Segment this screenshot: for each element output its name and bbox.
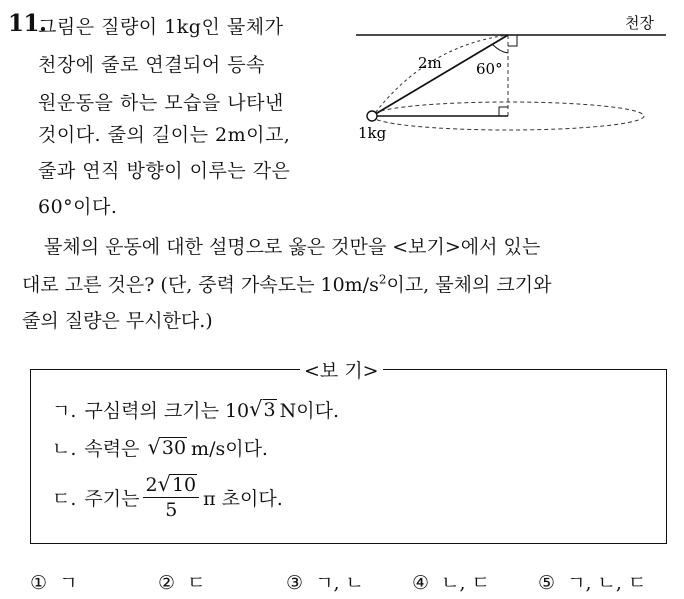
stem-line-4: 것이다. 줄의 길이는 2m이고, [38, 124, 291, 146]
mass-label: 1kg [358, 124, 387, 142]
item3-num-sqrt-value: 10 [171, 474, 197, 497]
choice-1-text: ㄱ [59, 572, 78, 594]
item1-text-after: N이다. [279, 400, 339, 422]
item3-text-after: π 초이다. [203, 488, 283, 510]
prompt-superscript: 2 [378, 272, 387, 287]
item2-text-after: m/s이다. [191, 438, 268, 460]
choice-4-text: ㄴ, ㄷ [441, 572, 490, 594]
item1-sqrt: √ 3 [249, 396, 276, 421]
stem-line-5: 줄과 연직 방향이 이루는 각은 [38, 160, 291, 182]
string-length-label: 2m [418, 54, 442, 72]
choice-3-number: ③ [286, 572, 304, 594]
item3-fraction [143, 474, 199, 521]
ceiling-label: 천장 [625, 14, 654, 32]
stem-line-1: 그림은 질량이 1kg인 물체가 [38, 16, 284, 38]
item3-marker: ㄷ. [52, 488, 77, 510]
item1-text-before: 구심력의 크기는 10 [84, 400, 250, 422]
prompt-line-1: 물체의 운동에 대한 설명으로 옳은 것만을 <보기>에서 있는 [44, 236, 541, 258]
prompt-line-3: 줄의 질량은 무시한다.) [22, 310, 213, 332]
bogi-title: <보 기> [300, 356, 383, 383]
mass-ball [367, 111, 377, 121]
prompt-line-2-after: 이고, 물체의 크기와 [386, 274, 552, 296]
item1-marker: ㄱ. [52, 400, 77, 422]
item3-fraction-numerator [143, 474, 199, 498]
question-number: 11. [8, 10, 47, 37]
item2-marker: ㄴ. [52, 438, 77, 460]
item1-sqrt-value: 3 [263, 398, 276, 421]
angle-arc [492, 44, 508, 53]
choice-5-number: ⑤ [538, 572, 556, 594]
right-angle-mark-bottom [499, 107, 508, 116]
item2-sqrt: √ 30 [147, 434, 187, 459]
choice-1[interactable] [30, 568, 77, 595]
pendulum-diagram [340, 10, 670, 150]
bogi-item-2 [52, 434, 268, 461]
choice-3[interactable] [286, 568, 364, 595]
item2-sqrt-value: 30 [161, 436, 187, 459]
stem-line-6: 60°이다. [38, 196, 118, 218]
prompt-line-2 [22, 270, 551, 297]
choice-5-text: ㄱ, ㄴ, ㄷ [567, 572, 647, 594]
choice-5[interactable] [538, 568, 646, 595]
bogi-item-1 [52, 396, 339, 423]
choice-2-text: ㄷ [187, 572, 206, 594]
stem-line-2: 천장에 줄로 연결되어 등속 [38, 54, 266, 76]
choice-2[interactable] [158, 568, 205, 595]
item3-fraction-denominator: 5 [165, 499, 178, 521]
item3-num-sqrt: √ 10 [157, 472, 197, 497]
item3-text-before: 주기는 [84, 488, 140, 510]
prompt-line-2-before: 대로 고른 것은? (단, 중력 가속도는 10m/s [22, 274, 379, 296]
stem-line-3: 원운동을 하는 모습을 나타낸 [38, 92, 284, 114]
bogi-item-3 [52, 474, 283, 521]
item3-num-coef: 2 [145, 474, 158, 496]
choice-4-number: ④ [412, 572, 430, 594]
choice-4[interactable] [412, 568, 490, 595]
right-angle-mark-top [508, 35, 517, 46]
choice-2-number: ② [158, 572, 176, 594]
angle-label: 60° [476, 60, 503, 78]
choice-1-number: ① [30, 572, 48, 594]
item2-text-before: 속력은 [84, 438, 140, 460]
choice-3-text: ㄱ, ㄴ [315, 572, 364, 594]
